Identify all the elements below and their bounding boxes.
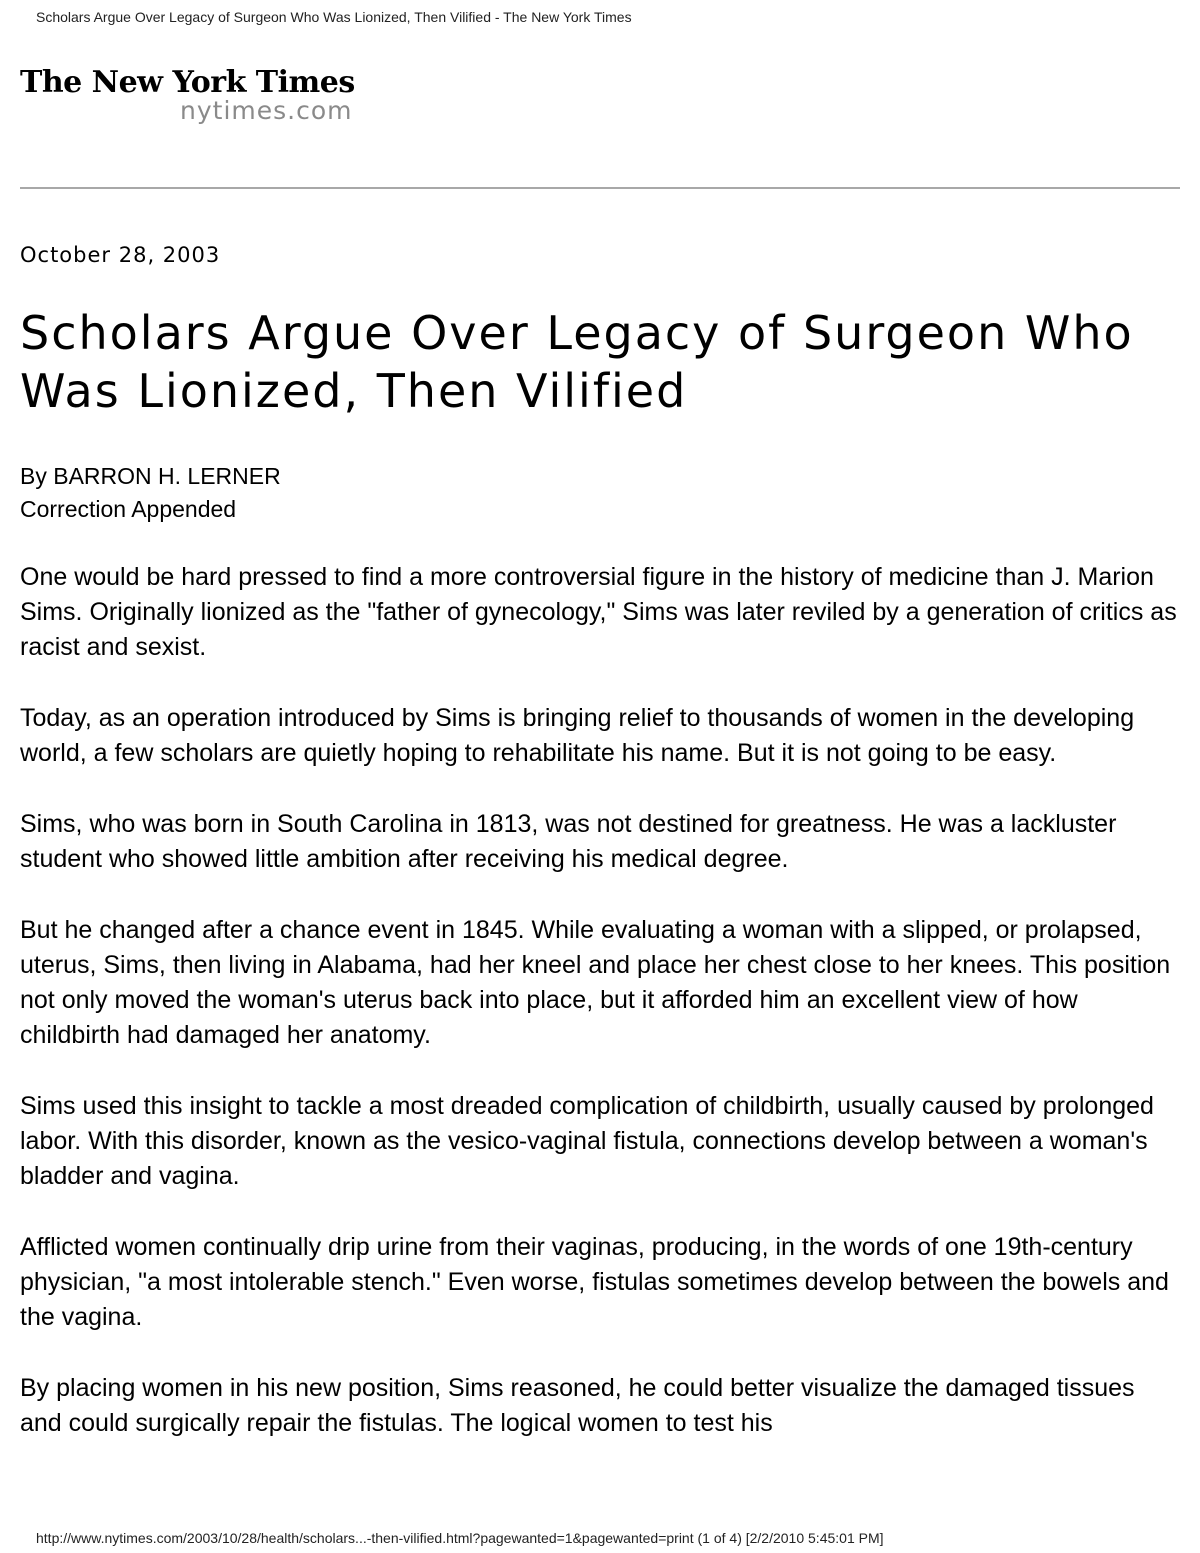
body-paragraph: Afflicted women continually drip urine from their vaginas, producing, in the words of one 19th-century physician, "a most intolerable stench." Even worse, fistulas sometimes develop between the bowels and the vagina. [20,1233,1169,1331]
body-paragraph: But he changed after a chance event in 1845. While evaluating a woman with a slipped, or prolapsed, uterus, Sims, then living in Alabama, had her kneel and place her chest close to her knees. This position not only moved the woman's uterus back into place, but it afforded him an excellent view of how childbirth had damaged her anatomy. [20,916,1171,1049]
article-body [20,560,1180,1477]
byline-block [20,460,281,526]
correction-link[interactable]: Correction Appended [20,496,237,522]
nyt-logo[interactable]: The New York Times [20,65,355,100]
headline-line-1: Scholars Argue Over Legacy of Surgeon Who [20,306,1134,360]
body-paragraph: Sims, who was born in South Carolina in 1813, was not destined for greatness. He was a lackluster student who showed little ambition after receiving his medical degree. [20,810,1117,873]
body-paragraph: One would be hard pressed to find a more controversial figure in the history of medicine than J. Marion Sims. Originally lionized as the "father of gynecology," Sims was later reviled by a generation of critics as racist and sexist. [20,563,1177,661]
print-footer-url: http://www.nytimes.com/2003/10/28/health/scholars...-then-vilified.html?pagewanted=1&pagewanted=print (1 of 4) [2/2/2010 5:45:01 PM] [36,1530,884,1546]
print-header: Scholars Argue Over Legacy of Surgeon Who Was Lionized, Then Vilified - The New York Times [36,9,632,25]
headline-line-2: Was Lionized, Then Vilified [20,364,688,418]
body-paragraph: Sims used this insight to tackle a most dreaded complication of childbirth, usually caused by prolonged labor. With this disorder, known as the vesico-vaginal fistula, connections develop between a woman's bladder and vagina. [20,1092,1154,1190]
body-paragraph: By placing women in his new position, Sims reasoned, he could better visualize the damaged tissues and could surgically repair the fistulas. The logical women to test his [20,1374,1135,1437]
article-date: October 28, 2003 [20,243,221,267]
byline: By BARRON H. LERNER [20,463,281,489]
body-paragraph: Today, as an operation introduced by Sims is bringing relief to thousands of women in the developing world, a few scholars are quietly hoping to rehabilitate his name. But it is not going to be easy. [20,704,1135,767]
article-headline [20,304,1170,420]
masthead[interactable] [20,65,355,125]
masthead-domain: nytimes.com [180,96,353,125]
header-divider [20,187,1180,189]
